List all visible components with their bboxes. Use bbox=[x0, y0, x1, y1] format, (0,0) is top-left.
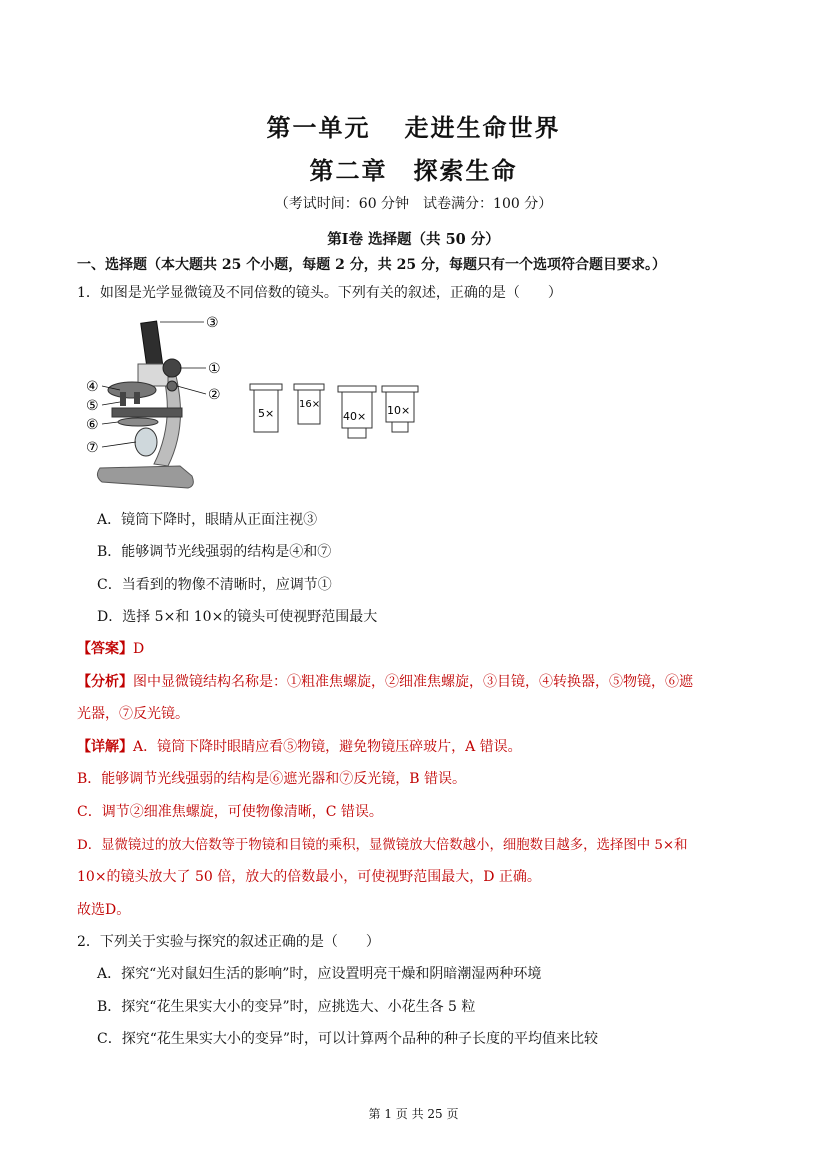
label-objective: ⑤ bbox=[86, 398, 99, 414]
mirror bbox=[135, 428, 157, 456]
lens-10x-label: 10× bbox=[387, 404, 411, 417]
q1-detail-a bbox=[77, 736, 522, 756]
unit-label: 第一单元 bbox=[266, 113, 371, 142]
page-number: 第 1 页 共 25 页 bbox=[368, 1107, 459, 1121]
exam-meta: （考试时间：60 分钟 试卷满分：100 分） bbox=[274, 196, 553, 212]
diaphragm bbox=[118, 418, 158, 426]
detail-a-text: A．镜筒下降时眼睛应看⑤物镜，避免物镜压碎玻片，A 错误。 bbox=[133, 739, 522, 755]
microscope-figure bbox=[80, 306, 440, 496]
q1-option-b: B．能够调节光线强弱的结构是④和⑦ bbox=[97, 544, 332, 560]
volume-heading: 第Ⅰ卷 选择题（共 50 分） bbox=[327, 231, 500, 248]
q1-option-c: C．当看到的物像不清晰时，应调节① bbox=[97, 577, 332, 593]
question-2-stem: 2．下列关于实验与探究的叙述正确的是（ ） bbox=[77, 934, 380, 950]
label-eyepiece: ③ bbox=[206, 315, 219, 331]
label-nosepiece: ④ bbox=[86, 379, 99, 395]
label-coarse-knob: ① bbox=[208, 361, 221, 377]
q1-detail-b: B．能够调节光线强弱的结构是⑥遮光器和⑦反光镜，B 错误。 bbox=[77, 771, 467, 787]
analysis-tag: 【分析】 bbox=[77, 674, 133, 690]
q2-option-a: A．探究“光对鼠妇生活的影响”时，应设置明亮干燥和阴暗潮湿两种环境 bbox=[97, 966, 542, 982]
chapter-title: 第二章 探索生命 bbox=[309, 156, 518, 185]
q1-detail-d-line2: 10×的镜头放大了 50 倍，放大的倍数最小，可使视野范围最大，D 正确。 bbox=[77, 869, 541, 885]
label-mirror: ⑦ bbox=[86, 440, 99, 456]
analysis-text: 图中显微镜结构名称是：①粗准焦螺旋，②细准焦螺旋，③目镜，④转换器，⑤物镜，⑥遮 bbox=[133, 674, 693, 690]
q1-answer bbox=[77, 638, 144, 658]
lens-40x-label: 40× bbox=[343, 410, 367, 423]
unit-title bbox=[0, 108, 827, 143]
unit-name: 走进生命世界 bbox=[404, 113, 561, 142]
lens-5x bbox=[250, 384, 282, 432]
q2-option-c: C．探究“花生果实大小的变异”时，可以计算两个品种的种子长度的平均值来比较 bbox=[97, 1031, 599, 1047]
q1-analysis-line2: 光器，⑦反光镜。 bbox=[77, 706, 189, 722]
question-1-stem: 1．如图是光学显微镜及不同倍数的镜头。下列有关的叙述，正确的是（ ） bbox=[77, 285, 562, 301]
detail-tag: 【详解】 bbox=[77, 739, 133, 755]
q1-conclusion: 故选D。 bbox=[77, 902, 131, 918]
lens-16x bbox=[294, 384, 324, 424]
section-heading: 一、选择题（本大题共 25 个小题，每题 2 分，共 25 分，每题只有一个选项符合题目要求。） bbox=[77, 257, 666, 273]
q1-option-d: D．选择 5×和 10×的镜头可使视野范围最大 bbox=[97, 609, 378, 625]
coarse-adjust-knob bbox=[163, 359, 181, 377]
q2-option-b: B．探究“花生果实大小的变异”时，应挑选大、小花生各 5 粒 bbox=[97, 999, 476, 1015]
label-diaphragm: ⑥ bbox=[86, 417, 99, 433]
answer-tag: 【答案】 bbox=[77, 641, 133, 657]
q1-detail-c: C．调节②细准焦螺旋，可使物像清晰，C 错误。 bbox=[77, 804, 383, 820]
q1-option-a: A．镜筒下降时，眼睛从正面注视③ bbox=[97, 512, 318, 528]
answer-value: D bbox=[133, 641, 145, 657]
q1-analysis-line1 bbox=[77, 671, 693, 691]
fine-adjust-knob bbox=[167, 381, 177, 391]
lens-5x-label: 5× bbox=[258, 407, 275, 420]
nosepiece bbox=[108, 382, 156, 398]
microscope-base bbox=[97, 466, 193, 488]
objective-lens-a bbox=[120, 392, 126, 406]
lens-16x-label: 16× bbox=[299, 399, 321, 410]
microscope-stage bbox=[112, 408, 182, 417]
lens-10x bbox=[382, 386, 418, 432]
label-fine-knob: ② bbox=[208, 387, 221, 403]
objective-lens-b bbox=[134, 392, 140, 404]
q1-detail-d-line1: D．显微镜过的放大倍数等于物镜和目镜的乘积，显微镜放大倍数越小，细胞数目越多，选择图中 5×和 bbox=[77, 838, 688, 853]
lens-40x bbox=[338, 386, 376, 438]
